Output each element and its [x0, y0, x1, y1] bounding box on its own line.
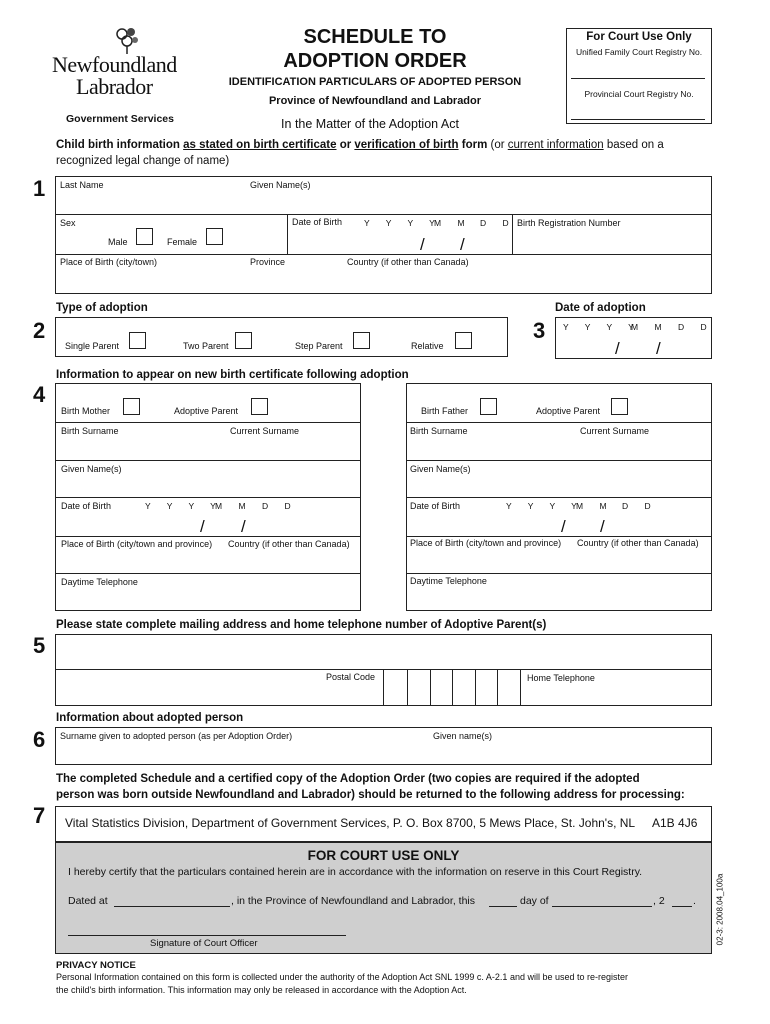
pitcher-plant-icon [112, 26, 142, 54]
year-period: . [693, 895, 696, 907]
dob-left-slash-2: / [241, 517, 246, 536]
adoptive-parent-right-label: Adoptive Parent [536, 406, 601, 416]
dated-at-line[interactable] [114, 906, 230, 907]
current-surname-left-label: Current Surname [230, 426, 300, 436]
court-use-title: For Court Use Only [586, 31, 692, 43]
logo-text-line1: Newfoundland [52, 52, 177, 77]
signature-label: Signature of Court Officer [150, 938, 258, 949]
relative-label: Relative [411, 341, 444, 351]
return-instructions-line2: person was born outside Newfoundland and Labrador) should be returned to the following address for processing: [56, 789, 685, 801]
adopted-surname-label: Surname given to adopted person (as per Adoption Order) [60, 731, 293, 741]
dob-right-label: Date of Birth [410, 501, 461, 511]
dob-left-month: M M [215, 501, 253, 511]
female-label: Female [167, 237, 198, 247]
dated-at-label: Dated at [68, 895, 108, 907]
adopted-given-label: Given name(s) [433, 731, 493, 741]
dob-ymd-year: Y Y Y Y [364, 218, 442, 228]
last-name-label: Last Name [60, 180, 104, 190]
single-parent-checkbox[interactable] [129, 332, 146, 349]
birth-registration-label: Birth Registration Number [517, 218, 621, 228]
adoptive-parent-left-label: Adoptive Parent [174, 406, 239, 416]
day-line[interactable] [489, 906, 517, 907]
form-title-line1: SCHEDULE TO [303, 26, 447, 48]
dob-right-day: D D [622, 501, 658, 511]
female-checkbox[interactable] [206, 228, 223, 245]
section-number-4: 4 [33, 382, 46, 407]
dob-left-day: D D [262, 501, 298, 511]
place-right-label: Place of Birth (city/town and province) [410, 538, 562, 548]
section-number-2: 2 [33, 318, 46, 343]
male-label: Male [108, 237, 128, 247]
dob-ymd-day: D D [480, 218, 516, 228]
unified-registry-label: Unified Family Court Registry No. [575, 47, 703, 57]
adoption-ymd-year: Y Y Y Y [563, 322, 641, 332]
two-parent-label: Two Parent [183, 341, 229, 351]
dob-right-year: Y Y Y Y [506, 501, 584, 511]
adoption-ymd-day: D D [678, 322, 714, 332]
section-number-5: 5 [33, 633, 46, 658]
section-number-7: 7 [33, 803, 46, 828]
dob-right-month: M M [576, 501, 614, 511]
dob-slash-2: / [460, 235, 465, 254]
certify-text: I hereby certify that the particulars contained herein are in accordance with the information on reserve in this Court Registry. [68, 866, 643, 878]
birth-father-checkbox[interactable] [480, 398, 497, 415]
two-parent-checkbox[interactable] [235, 332, 252, 349]
year-line[interactable] [672, 906, 692, 907]
given-names-left-label: Given Name(s) [61, 464, 122, 474]
phone-left-label: Daytime Telephone [61, 577, 138, 587]
provincial-registry-label: Provincial Court Registry No. [584, 89, 694, 99]
privacy-line1: Personal Information contained on this form is collected under the authority of the Adoption Act SNL 1999 c. A-2.1 and will be used to re-register [56, 972, 628, 982]
intro-text-line2: recognized legal change of name) [56, 155, 230, 167]
dob-left-year: Y Y Y Y [145, 501, 223, 511]
department-label: Government Services [66, 113, 174, 125]
adoption-ymd-month: M M [631, 322, 669, 332]
court-use-box [566, 28, 712, 124]
place-left-label: Place of Birth (city/town and province) [61, 539, 213, 549]
single-parent-label: Single Parent [65, 341, 120, 351]
return-postal-code: A1B 4J6 [652, 816, 698, 830]
adoptive-parent-left-checkbox[interactable] [251, 398, 268, 415]
step-parent-checkbox[interactable] [353, 332, 370, 349]
year-prefix: , 2 [653, 895, 665, 907]
given-names-right-label: Given Name(s) [410, 464, 471, 474]
form-title-line2: ADOPTION ORDER [283, 50, 467, 72]
section1-box [55, 176, 712, 294]
in-province-text: , in the Province of Newfoundland and Labrador, this [231, 895, 475, 907]
matter-line: In the Matter of the Adoption Act [281, 117, 459, 131]
province-line: Province of Newfoundland and Labrador [268, 95, 482, 107]
relative-checkbox[interactable] [455, 332, 472, 349]
dob-label: Date of Birth [292, 217, 343, 227]
adoptive-parent-right-checkbox[interactable] [611, 398, 628, 415]
mailing-address-title: Please state complete mailing address and home telephone number of Adoptive Parent(s) [56, 619, 547, 631]
male-checkbox[interactable] [136, 228, 153, 245]
birth-mother-checkbox[interactable] [123, 398, 140, 415]
dob-ymd-month: M M [434, 218, 472, 228]
dob-left-label: Date of Birth [61, 501, 112, 511]
home-telephone-label: Home Telephone [527, 673, 595, 683]
birth-father-label: Birth Father [421, 406, 469, 416]
dob-left-slash-1: / [200, 517, 205, 536]
privacy-title: PRIVACY NOTICE [56, 960, 136, 971]
adopted-person-title: Information about adopted person [56, 712, 244, 724]
dob-right-slash-2: / [600, 517, 605, 536]
date-of-adoption-title: Date of adoption [555, 302, 646, 314]
current-surname-right-label: Current Surname [580, 426, 650, 436]
privacy-line2: the child's birth information. This information may only be released in accordance with the Adoption Act. [56, 985, 467, 995]
section-number-3: 3 [533, 318, 546, 343]
return-instructions-line1: The completed Schedule and a certified copy of the Adoption Order (two copies are required if the adopted [56, 773, 640, 785]
signature-line[interactable] [68, 935, 346, 936]
given-names-label: Given Name(s) [250, 180, 311, 190]
section-number-6: 6 [33, 727, 46, 752]
logo-text-line2: Labrador [76, 74, 153, 99]
province-label: Province [250, 257, 286, 267]
place-of-birth-label: Place of Birth (city/town) [60, 257, 158, 267]
adoption-slash-1: / [615, 339, 620, 358]
form-code: 02-3: 2008.04_100a [715, 873, 725, 946]
day-of-label: day of [520, 895, 549, 907]
postal-code-label: Postal Code [326, 672, 376, 682]
birth-surname-left-label: Birth Surname [61, 426, 119, 436]
sex-label: Sex [60, 218, 76, 228]
month-line[interactable] [552, 906, 652, 907]
birth-mother-label: Birth Mother [61, 406, 111, 416]
intro-text: Child birth information as stated on birth certificate or verification of birth form (or current information based on a [56, 139, 664, 151]
phone-right-label: Daytime Telephone [410, 576, 487, 586]
logo [52, 26, 202, 106]
country-right-label: Country (if other than Canada) [577, 538, 699, 548]
country-left-label: Country (if other than Canada) [228, 539, 350, 549]
adoption-slash-2: / [656, 339, 661, 358]
court-use-heading: FOR COURT USE ONLY [307, 848, 460, 863]
birth-surname-right-label: Birth Surname [410, 426, 468, 436]
new-certificate-title: Information to appear on new birth certificate following adoption [56, 369, 409, 381]
return-address: Vital Statistics Division, Department of Government Services, P. O. Box 8700, 5 Mews Place, St. John's, NL [65, 816, 636, 830]
dob-slash-1: / [420, 235, 425, 254]
form-subtitle: IDENTIFICATION PARTICULARS OF ADOPTED PERSON [228, 76, 522, 88]
country-label: Country (if other than Canada) [347, 257, 469, 267]
step-parent-label: Step Parent [295, 341, 343, 351]
section-number-1: 1 [33, 176, 46, 201]
type-of-adoption-title: Type of adoption [56, 302, 148, 314]
dob-right-slash-1: / [561, 517, 566, 536]
